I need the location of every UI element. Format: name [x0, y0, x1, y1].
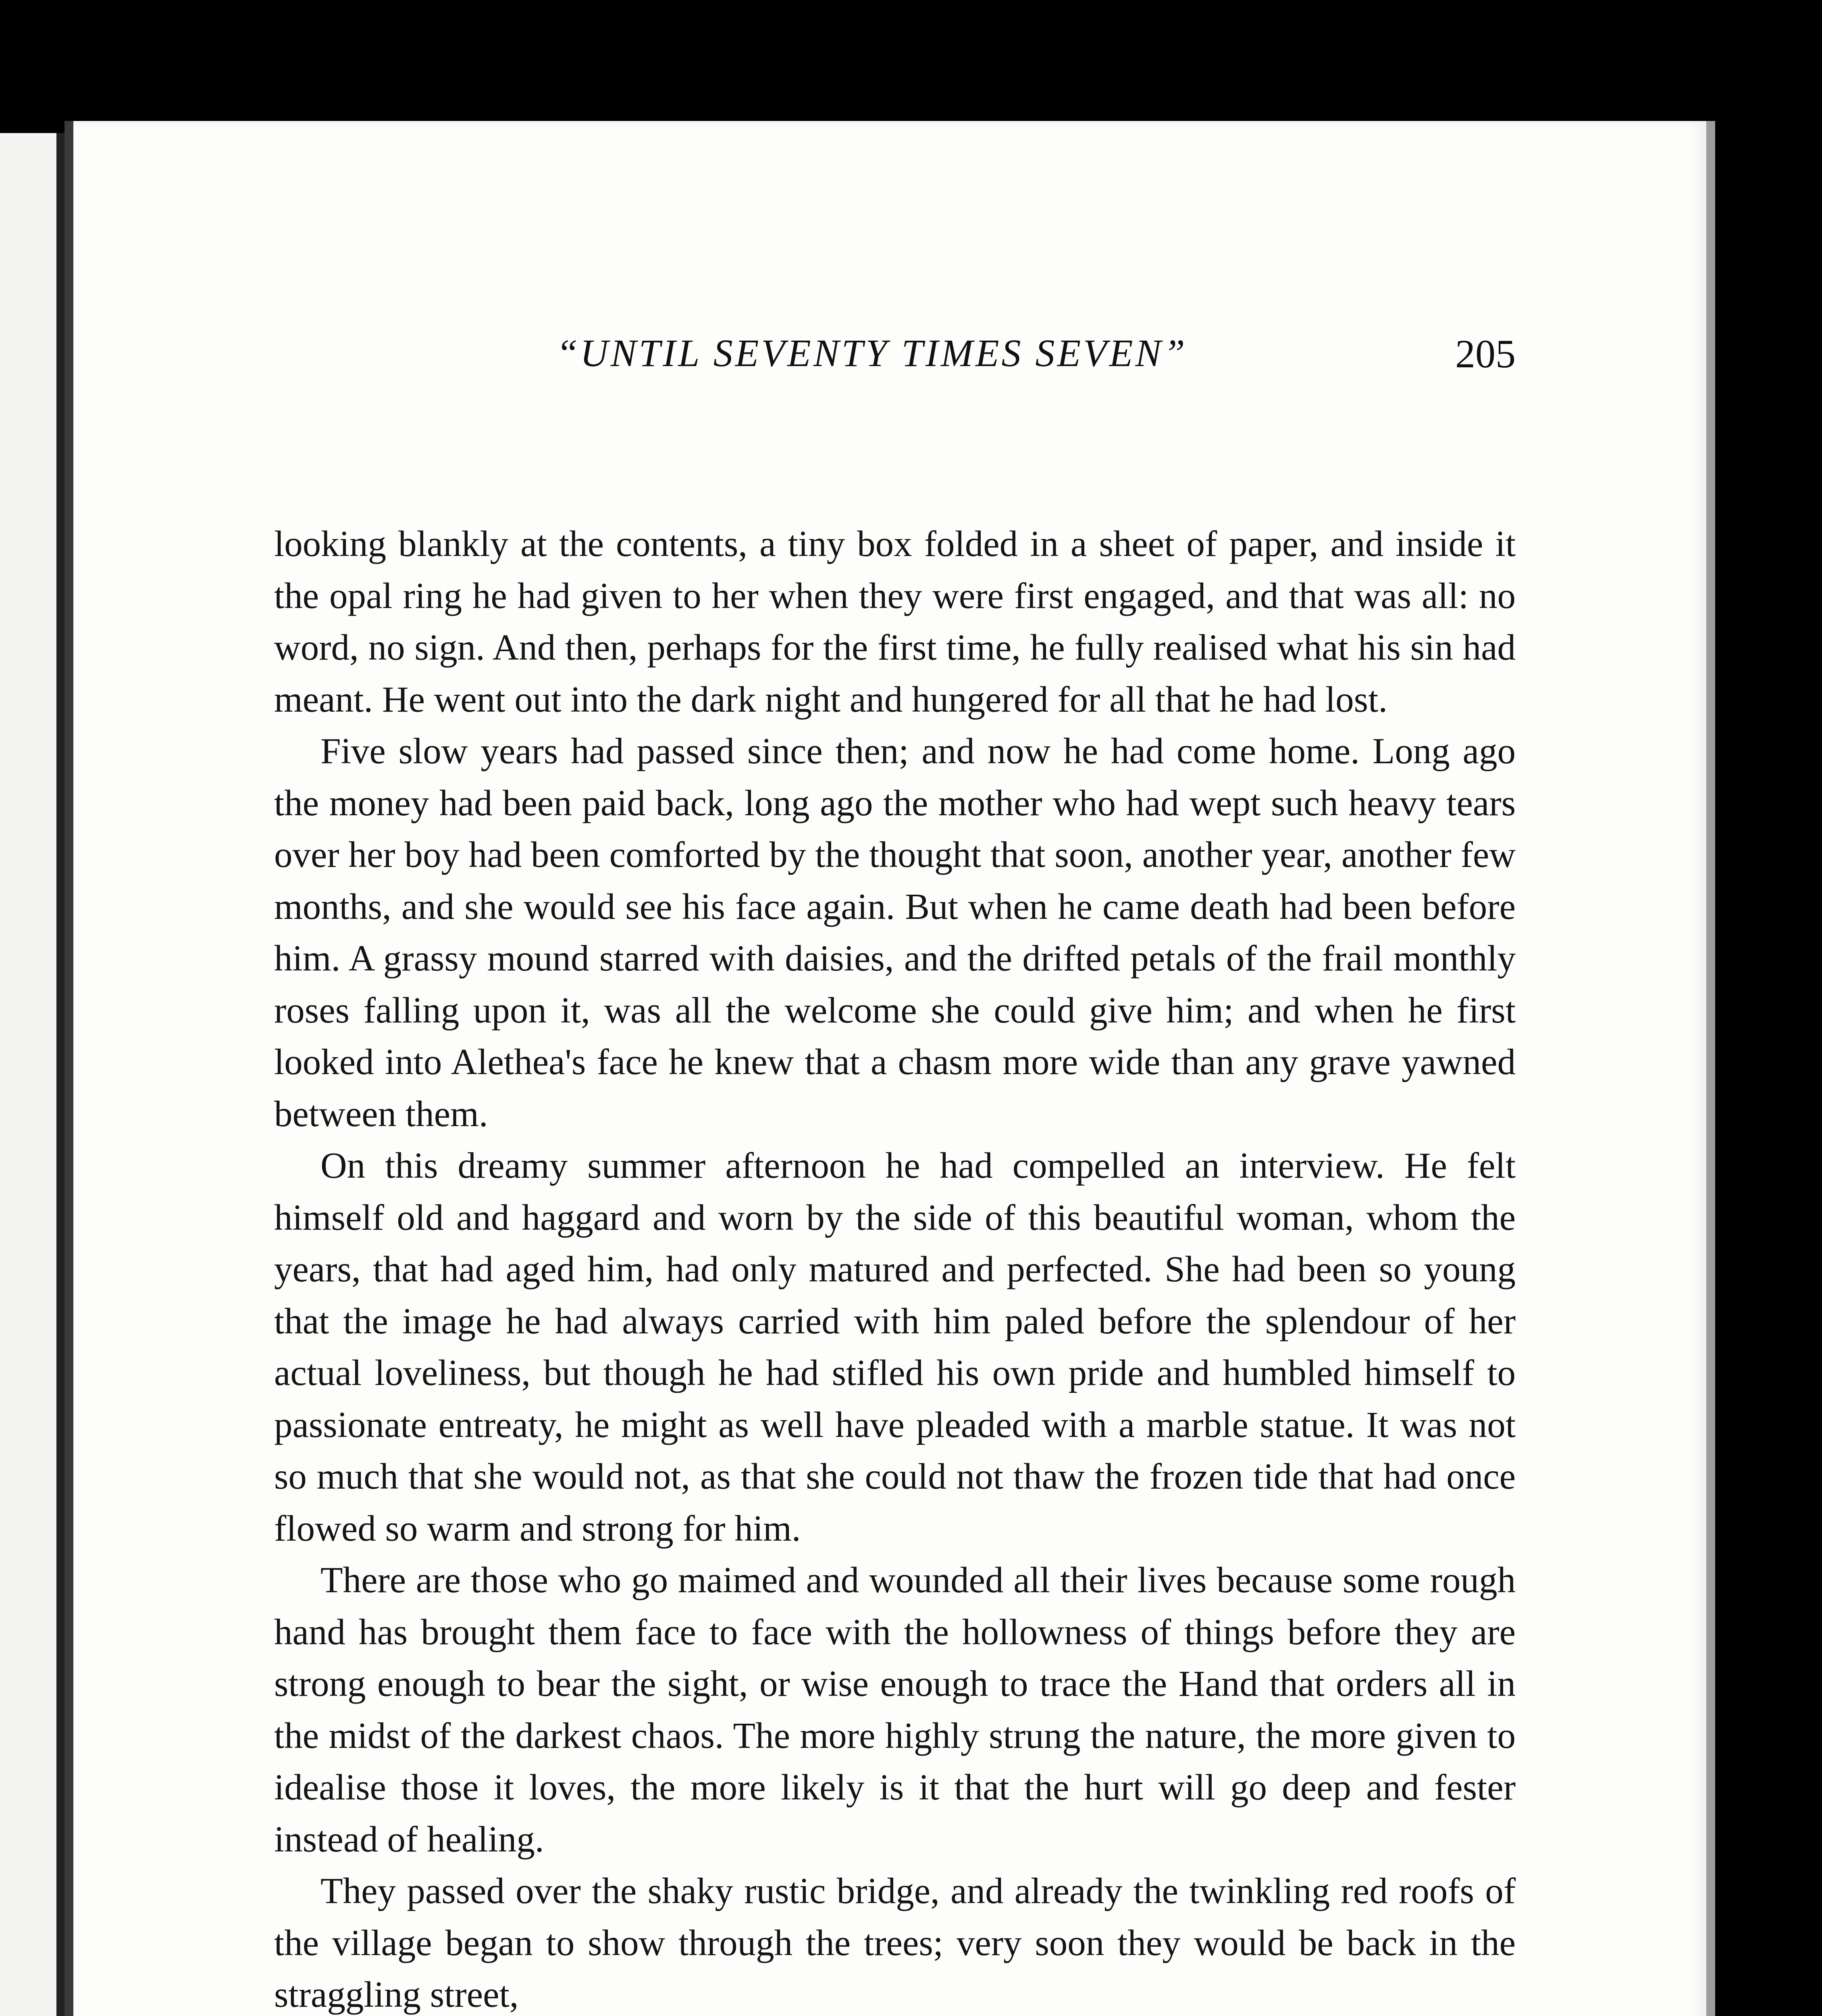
page-number: 205 [1455, 331, 1516, 376]
running-head [274, 331, 1516, 411]
page-gutter [64, 121, 73, 2016]
paragraph-3: On this dreamy summer afternoon he had compelled an interview. He felt himself old and haggard and worn by the side of this beautiful woman, whom the years, that had aged him, had only matured and perfected. She had been so young that the image he had always carried with him paled before the splendour of her actual loveliness, but though he had stifled his own pride and humbled himself to passionate entreaty, he might as well have pleaded with a marble statue. It was not so much that she would not, as that she could not thaw the frozen tide that had once flowed so warm and strong for him. [274, 1145, 1516, 1549]
book-page [64, 121, 1715, 2016]
paragraph-4: There are those who go maimed and wounded all their lives because some rough hand has brought them face to face with the hollowness of things before they are strong enough to bear the sight, or wise enough to trace the Hand that orders all in the midst of the darkest chaos. The more highly strung the nature, the more given to idealise those it loves, the more likely is it that the hurt will go deep and fester instead of healing. [274, 1560, 1516, 1860]
paragraph-1: looking blankly at the contents, a tiny box folded in a sheet of paper, and inside it the opal ring he had given to her when they were first engaged, and that was all: no word, no sign. And then, perhaps for the first time, he fully realised what his sin had meant. He went out into the dark night and hungered for all that he had lost. [274, 523, 1516, 720]
paragraph-5: They passed over the shaky rustic bridge, and already the twinkling red roofs of the village began to show through the trees; very soon they would be back in the straggling street, [274, 1870, 1516, 2015]
running-title: “UNTIL SEVENTY TIMES SEVEN” [556, 331, 1188, 375]
paragraph-2: Five slow years had passed since then; and now he had come home. Long ago the money had been paid back, long ago the mother who had wept such heavy tears over her boy had been comforted by the thought that soon, another year, another few months, and she would see his face again. But when he came death had been before him. A grassy mound starred with daisies, and the drifted petals of the frail monthly roses falling upon it, was all the welcome she could give him; and when he first looked into Alethea's face he knew that a chasm more wide than any grave yawned between them. [274, 731, 1516, 1134]
left-page-edge [0, 133, 66, 2016]
page-right-edge [1706, 121, 1715, 2016]
body-text [274, 518, 1516, 2016]
